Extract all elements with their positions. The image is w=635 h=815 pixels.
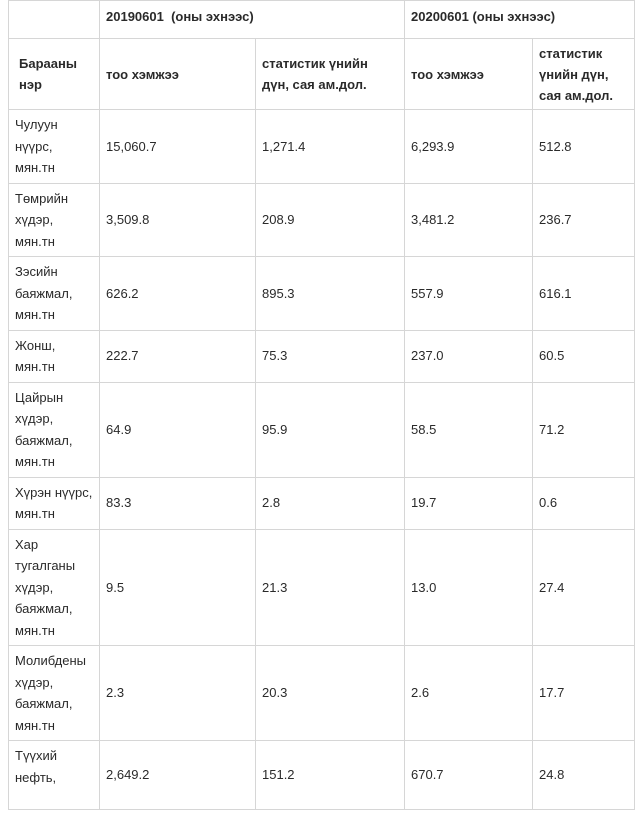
column-header-row [9, 39, 635, 110]
value-2020: 236.7 [533, 183, 635, 257]
quantity-2020-header: тоо хэмжээ [405, 39, 533, 110]
value-2019: 75.3 [256, 330, 405, 382]
value-2019: 208.9 [256, 183, 405, 257]
product-name: Цайрын хүдэр, баяжмал, мян.тн [9, 382, 100, 477]
period-header-row [9, 1, 635, 39]
table-row [9, 382, 635, 477]
value-2020: 512.8 [533, 110, 635, 184]
export-table [8, 0, 635, 810]
quantity-2020: 237.0 [405, 330, 533, 382]
table-row [9, 741, 635, 810]
value-2019: 95.9 [256, 382, 405, 477]
value-2019-header: статистик үнийн дүн, сая ам.дол. [256, 39, 405, 110]
quantity-2019: 222.7 [100, 330, 256, 382]
quantity-2020: 2.6 [405, 646, 533, 741]
quantity-2019: 83.3 [100, 477, 256, 529]
value-2020: 24.8 [533, 741, 635, 810]
product-name: Хар тугалганы хүдэр, баяжмал, мян.тн [9, 529, 100, 646]
quantity-2020: 3,481.2 [405, 183, 533, 257]
quantity-2019: 626.2 [100, 257, 256, 331]
table-row [9, 110, 635, 184]
value-2019: 21.3 [256, 529, 405, 646]
period-2020-header: 20200601 (оны эхнээс) [405, 1, 635, 39]
quantity-2020: 58.5 [405, 382, 533, 477]
quantity-2019: 3,509.8 [100, 183, 256, 257]
table-row [9, 646, 635, 741]
quantity-2020: 6,293.9 [405, 110, 533, 184]
table-row [9, 529, 635, 646]
quantity-2020: 670.7 [405, 741, 533, 810]
value-2019: 20.3 [256, 646, 405, 741]
product-name: Зэсийн баяжмал, мян.тн [9, 257, 100, 331]
quantity-2020: 19.7 [405, 477, 533, 529]
product-name: Түүхий нефть, [9, 741, 100, 810]
table-row [9, 183, 635, 257]
value-2019: 1,271.4 [256, 110, 405, 184]
quantity-2020: 13.0 [405, 529, 533, 646]
corner-cell [9, 1, 100, 39]
quantity-2019: 9.5 [100, 529, 256, 646]
value-2019: 2.8 [256, 477, 405, 529]
product-name: Хүрэн нүүрс, мян.тн [9, 477, 100, 529]
value-2020: 60.5 [533, 330, 635, 382]
quantity-2020: 557.9 [405, 257, 533, 331]
product-name: Молибдены хүдэр, баяжмал, мян.тн [9, 646, 100, 741]
product-name: Төмрийн хүдэр, мян.тн [9, 183, 100, 257]
quantity-2019: 2.3 [100, 646, 256, 741]
value-2019: 895.3 [256, 257, 405, 331]
value-2020: 27.4 [533, 529, 635, 646]
value-2019: 151.2 [256, 741, 405, 810]
table-row [9, 477, 635, 529]
quantity-2019-header: тоо хэмжээ [100, 39, 256, 110]
value-2020: 616.1 [533, 257, 635, 331]
quantity-2019: 2,649.2 [100, 741, 256, 810]
quantity-2019: 64.9 [100, 382, 256, 477]
product-name: Жонш, мян.тн [9, 330, 100, 382]
value-2020: 17.7 [533, 646, 635, 741]
product-name: Чулуун нүүрс, мян.тн [9, 110, 100, 184]
value-2020: 71.2 [533, 382, 635, 477]
value-2020-header: статистик үнийн дүн, сая ам.дол. [533, 39, 635, 110]
product-name-header: Барааны нэр [9, 39, 100, 110]
period-2019-header: 20190601 (оны эхнээс) [100, 1, 405, 39]
quantity-2019: 15,060.7 [100, 110, 256, 184]
table-row [9, 330, 635, 382]
value-2020: 0.6 [533, 477, 635, 529]
table-row [9, 257, 635, 331]
